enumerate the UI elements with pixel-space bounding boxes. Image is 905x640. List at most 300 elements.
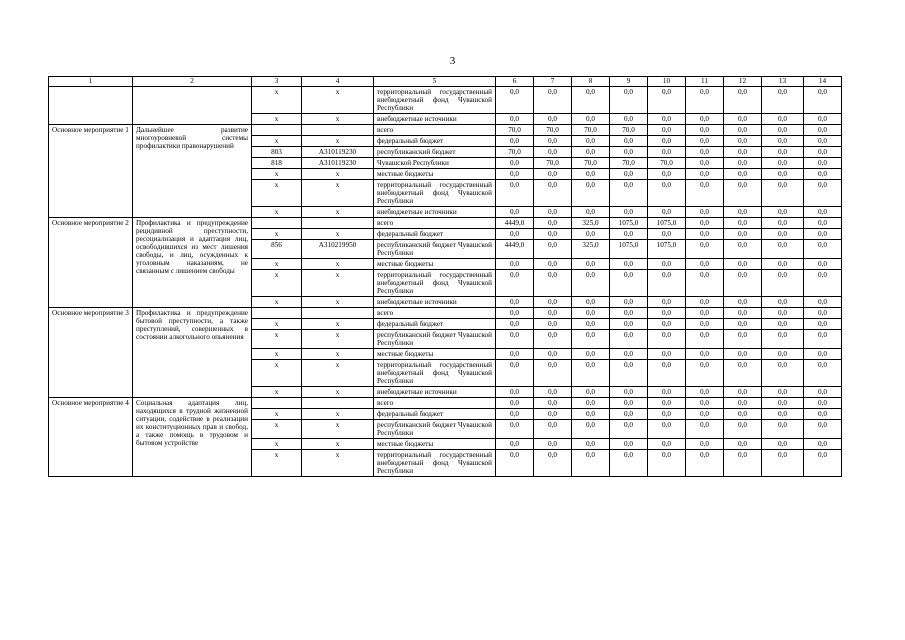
amount-cell: 0,0 bbox=[804, 169, 842, 180]
amount-cell: 0,0 bbox=[686, 218, 724, 229]
amount-cell: 0,0 bbox=[534, 398, 572, 409]
activity-description: Дальнейшее развитие многоуровневой системы профилактики правонарушений bbox=[133, 125, 252, 218]
amount-cell: 0,0 bbox=[724, 218, 762, 229]
amount-cell: 0,0 bbox=[496, 180, 534, 207]
amount-cell: 0,0 bbox=[534, 360, 572, 387]
funding-source: всего bbox=[374, 125, 496, 136]
amount-cell: 0,0 bbox=[534, 259, 572, 270]
amount-cell: 0,0 bbox=[496, 169, 534, 180]
amount-cell: 0,0 bbox=[534, 349, 572, 360]
target-article-code: x bbox=[302, 229, 374, 240]
amount-cell: 0,0 bbox=[804, 349, 842, 360]
funding-source: федеральный бюджет bbox=[374, 136, 496, 147]
amount-cell: 70,0 bbox=[610, 158, 648, 169]
grbs-code: x bbox=[252, 450, 302, 477]
amount-cell: 0,0 bbox=[648, 349, 686, 360]
target-article-code: x bbox=[302, 409, 374, 420]
amount-cell: 0,0 bbox=[686, 229, 724, 240]
target-article-code: А310119230 bbox=[302, 158, 374, 169]
amount-cell: 0,0 bbox=[496, 114, 534, 125]
amount-cell: 0,0 bbox=[496, 270, 534, 297]
funding-source: территориальный государственный внебюджетный фонд Чувашской Республики bbox=[374, 360, 496, 387]
amount-cell: 0,0 bbox=[724, 420, 762, 439]
amount-cell: 0,0 bbox=[610, 297, 648, 308]
amount-cell: 0,0 bbox=[686, 180, 724, 207]
column-header: 6 bbox=[496, 77, 534, 87]
target-article-code: x bbox=[302, 319, 374, 330]
amount-cell: 70,0 bbox=[648, 158, 686, 169]
amount-cell: 0,0 bbox=[762, 136, 804, 147]
target-article-code bbox=[302, 398, 374, 409]
amount-cell: 0,0 bbox=[610, 136, 648, 147]
target-article-code: x bbox=[302, 136, 374, 147]
target-article-code: А310119230 bbox=[302, 147, 374, 158]
grbs-code: x bbox=[252, 270, 302, 297]
funding-source: всего bbox=[374, 308, 496, 319]
amount-cell: 0,0 bbox=[496, 409, 534, 420]
amount-cell: 0,0 bbox=[762, 147, 804, 158]
amount-cell: 0,0 bbox=[496, 439, 534, 450]
amount-cell: 325,0 bbox=[572, 218, 610, 229]
amount-cell: 0,0 bbox=[496, 158, 534, 169]
grbs-code: x bbox=[252, 180, 302, 207]
amount-cell: 0,0 bbox=[686, 125, 724, 136]
target-article-code: x bbox=[302, 180, 374, 207]
target-article-code: x bbox=[302, 270, 374, 297]
amount-cell: 0,0 bbox=[572, 169, 610, 180]
amount-cell: 0,0 bbox=[804, 240, 842, 259]
amount-cell: 0,0 bbox=[496, 330, 534, 349]
amount-cell: 0,0 bbox=[572, 207, 610, 218]
target-article-code: x bbox=[302, 330, 374, 349]
amount-cell: 0,0 bbox=[724, 136, 762, 147]
amount-cell: 0,0 bbox=[610, 349, 648, 360]
amount-cell: 0,0 bbox=[534, 420, 572, 439]
amount-cell: 0,0 bbox=[648, 297, 686, 308]
amount-cell: 0,0 bbox=[648, 270, 686, 297]
amount-cell: 0,0 bbox=[534, 330, 572, 349]
amount-cell: 0,0 bbox=[724, 308, 762, 319]
amount-cell: 0,0 bbox=[804, 125, 842, 136]
amount-cell: 1075,0 bbox=[648, 218, 686, 229]
amount-cell: 0,0 bbox=[762, 330, 804, 349]
amount-cell: 0,0 bbox=[648, 169, 686, 180]
activity-description: Профилактика и предупреждение бытовой преступности, а также преступлений, совершенных в состоянии алкогольного опьянения bbox=[133, 308, 252, 398]
amount-cell: 0,0 bbox=[648, 319, 686, 330]
amount-cell: 0,0 bbox=[534, 409, 572, 420]
grbs-code: x bbox=[252, 169, 302, 180]
amount-cell: 0,0 bbox=[534, 308, 572, 319]
amount-cell: 0,0 bbox=[804, 450, 842, 477]
table-row bbox=[49, 125, 842, 136]
amount-cell: 0,0 bbox=[724, 229, 762, 240]
amount-cell: 1075,0 bbox=[610, 240, 648, 259]
grbs-code: 856 bbox=[252, 240, 302, 259]
grbs-code: 818 bbox=[252, 158, 302, 169]
amount-cell: 4449,0 bbox=[496, 240, 534, 259]
amount-cell: 0,0 bbox=[610, 439, 648, 450]
amount-cell: 0,0 bbox=[534, 439, 572, 450]
amount-cell: 0,0 bbox=[648, 387, 686, 398]
amount-cell: 0,0 bbox=[724, 158, 762, 169]
target-article-code: x bbox=[302, 87, 374, 114]
amount-cell: 0,0 bbox=[804, 319, 842, 330]
activity-description bbox=[133, 87, 252, 125]
amount-cell: 0,0 bbox=[762, 319, 804, 330]
amount-cell: 0,0 bbox=[496, 207, 534, 218]
funding-source: территориальный государственный внебюджетный фонд Чувашской Республики bbox=[374, 180, 496, 207]
amount-cell: 0,0 bbox=[610, 330, 648, 349]
amount-cell: 0,0 bbox=[804, 259, 842, 270]
amount-cell: 0,0 bbox=[804, 270, 842, 297]
amount-cell: 0,0 bbox=[686, 308, 724, 319]
amount-cell: 0,0 bbox=[804, 360, 842, 387]
amount-cell: 0,0 bbox=[762, 360, 804, 387]
amount-cell: 0,0 bbox=[648, 308, 686, 319]
target-article-code: x bbox=[302, 297, 374, 308]
amount-cell: 0,0 bbox=[724, 207, 762, 218]
grbs-code: x bbox=[252, 387, 302, 398]
amount-cell: 0,0 bbox=[572, 308, 610, 319]
table-row bbox=[49, 87, 842, 114]
amount-cell: 0,0 bbox=[610, 420, 648, 439]
amount-cell: 0,0 bbox=[762, 308, 804, 319]
grbs-code bbox=[252, 125, 302, 136]
amount-cell: 0,0 bbox=[804, 297, 842, 308]
amount-cell: 0,0 bbox=[804, 387, 842, 398]
amount-cell: 0,0 bbox=[686, 147, 724, 158]
amount-cell: 0,0 bbox=[686, 387, 724, 398]
amount-cell: 0,0 bbox=[804, 114, 842, 125]
amount-cell: 0,0 bbox=[496, 387, 534, 398]
amount-cell: 0,0 bbox=[648, 147, 686, 158]
grbs-code: x bbox=[252, 319, 302, 330]
amount-cell: 0,0 bbox=[648, 409, 686, 420]
amount-cell: 0,0 bbox=[610, 450, 648, 477]
amount-cell: 0,0 bbox=[572, 270, 610, 297]
target-article-code bbox=[302, 218, 374, 229]
amount-cell: 0,0 bbox=[686, 398, 724, 409]
amount-cell: 0,0 bbox=[804, 147, 842, 158]
amount-cell: 0,0 bbox=[610, 409, 648, 420]
amount-cell: 0,0 bbox=[610, 360, 648, 387]
column-header: 13 bbox=[762, 77, 804, 87]
amount-cell: 0,0 bbox=[762, 240, 804, 259]
amount-cell: 0,0 bbox=[648, 114, 686, 125]
funding-source: местные бюджеты bbox=[374, 169, 496, 180]
target-article-code: x bbox=[302, 259, 374, 270]
grbs-code bbox=[252, 218, 302, 229]
table-row bbox=[49, 308, 842, 319]
amount-cell: 0,0 bbox=[762, 114, 804, 125]
activity-description: Социальная адаптация лиц, находящихся в трудной жизненной ситуации, содействие в реализации их конституционных прав и свобод, а также помощь в трудовом и бытовом устройстве bbox=[133, 398, 252, 477]
amount-cell: 0,0 bbox=[762, 158, 804, 169]
grbs-code: x bbox=[252, 207, 302, 218]
activity-title bbox=[49, 87, 133, 125]
amount-cell: 0,0 bbox=[534, 114, 572, 125]
amount-cell: 0,0 bbox=[762, 259, 804, 270]
amount-cell: 0,0 bbox=[762, 450, 804, 477]
amount-cell: 0,0 bbox=[762, 218, 804, 229]
amount-cell: 0,0 bbox=[534, 218, 572, 229]
funding-source: республиканский бюджет Чувашской Республики bbox=[374, 240, 496, 259]
amount-cell: 0,0 bbox=[534, 87, 572, 114]
amount-cell: 0,0 bbox=[610, 147, 648, 158]
amount-cell: 4449,0 bbox=[496, 218, 534, 229]
amount-cell: 0,0 bbox=[572, 439, 610, 450]
amount-cell: 1075,0 bbox=[648, 240, 686, 259]
amount-cell: 0,0 bbox=[648, 360, 686, 387]
amount-cell: 0,0 bbox=[724, 169, 762, 180]
funding-source: территориальный государственный внебюджетный фонд Чувашской Республики bbox=[374, 450, 496, 477]
amount-cell: 0,0 bbox=[724, 439, 762, 450]
amount-cell: 0,0 bbox=[686, 114, 724, 125]
activity-title: Основное мероприятие 3 bbox=[49, 308, 133, 398]
amount-cell: 0,0 bbox=[534, 319, 572, 330]
amount-cell: 0,0 bbox=[724, 297, 762, 308]
amount-cell: 0,0 bbox=[804, 330, 842, 349]
amount-cell: 0,0 bbox=[762, 398, 804, 409]
funding-source: Чувашской Республики bbox=[374, 158, 496, 169]
amount-cell: 0,0 bbox=[572, 349, 610, 360]
amount-cell: 0,0 bbox=[648, 207, 686, 218]
amount-cell: 0,0 bbox=[610, 319, 648, 330]
amount-cell: 0,0 bbox=[724, 147, 762, 158]
amount-cell: 0,0 bbox=[724, 450, 762, 477]
amount-cell: 0,0 bbox=[724, 114, 762, 125]
target-article-code: x bbox=[302, 450, 374, 477]
amount-cell: 0,0 bbox=[534, 240, 572, 259]
amount-cell: 0,0 bbox=[572, 87, 610, 114]
amount-cell: 0,0 bbox=[572, 114, 610, 125]
target-article-code: x bbox=[302, 114, 374, 125]
amount-cell: 0,0 bbox=[572, 259, 610, 270]
target-article-code: x bbox=[302, 169, 374, 180]
amount-cell: 0,0 bbox=[496, 308, 534, 319]
funding-source: внебюджетные источники bbox=[374, 207, 496, 218]
amount-cell: 0,0 bbox=[686, 319, 724, 330]
amount-cell: 0,0 bbox=[496, 420, 534, 439]
amount-cell: 0,0 bbox=[610, 207, 648, 218]
amount-cell: 0,0 bbox=[648, 398, 686, 409]
column-header: 8 bbox=[572, 77, 610, 87]
column-header: 14 bbox=[804, 77, 842, 87]
grbs-code: x bbox=[252, 330, 302, 349]
amount-cell: 325,0 bbox=[572, 240, 610, 259]
funding-source: федеральный бюджет bbox=[374, 229, 496, 240]
amount-cell: 0,0 bbox=[686, 297, 724, 308]
amount-cell: 0,0 bbox=[572, 319, 610, 330]
amount-cell: 70,0 bbox=[496, 147, 534, 158]
funding-source: республиканский бюджет Чувашской Республики bbox=[374, 330, 496, 349]
amount-cell: 0,0 bbox=[496, 398, 534, 409]
amount-cell: 0,0 bbox=[610, 387, 648, 398]
amount-cell: 0,0 bbox=[686, 270, 724, 297]
amount-cell: 0,0 bbox=[762, 297, 804, 308]
amount-cell: 0,0 bbox=[496, 87, 534, 114]
amount-cell: 0,0 bbox=[686, 409, 724, 420]
amount-cell: 0,0 bbox=[724, 349, 762, 360]
funding-source: местные бюджеты bbox=[374, 439, 496, 450]
column-header: 4 bbox=[302, 77, 374, 87]
target-article-code: x bbox=[302, 439, 374, 450]
amount-cell: 70,0 bbox=[610, 125, 648, 136]
grbs-code bbox=[252, 308, 302, 319]
amount-cell: 0,0 bbox=[686, 87, 724, 114]
activity-title: Основное мероприятие 1 bbox=[49, 125, 133, 218]
amount-cell: 0,0 bbox=[804, 158, 842, 169]
column-header: 11 bbox=[686, 77, 724, 87]
budget-table bbox=[48, 76, 842, 477]
amount-cell: 0,0 bbox=[572, 136, 610, 147]
amount-cell: 70,0 bbox=[572, 125, 610, 136]
amount-cell: 0,0 bbox=[804, 398, 842, 409]
amount-cell: 0,0 bbox=[804, 409, 842, 420]
column-header: 2 bbox=[133, 77, 252, 87]
amount-cell: 0,0 bbox=[648, 439, 686, 450]
amount-cell: 0,0 bbox=[724, 180, 762, 207]
amount-cell: 0,0 bbox=[724, 319, 762, 330]
amount-cell: 0,0 bbox=[496, 319, 534, 330]
amount-cell: 70,0 bbox=[572, 158, 610, 169]
amount-cell: 0,0 bbox=[762, 409, 804, 420]
grbs-code: x bbox=[252, 420, 302, 439]
amount-cell: 0,0 bbox=[534, 450, 572, 477]
amount-cell: 70,0 bbox=[534, 125, 572, 136]
activity-title: Основное мероприятие 2 bbox=[49, 218, 133, 308]
funding-source: территориальный государственный внебюджетный фонд Чувашской Республики bbox=[374, 87, 496, 114]
funding-source: местные бюджеты bbox=[374, 349, 496, 360]
amount-cell: 0,0 bbox=[804, 136, 842, 147]
funding-source: всего bbox=[374, 218, 496, 229]
amount-cell: 0,0 bbox=[724, 387, 762, 398]
amount-cell: 0,0 bbox=[572, 297, 610, 308]
amount-cell: 0,0 bbox=[534, 207, 572, 218]
amount-cell: 0,0 bbox=[610, 229, 648, 240]
funding-source: республиканский бюджет bbox=[374, 147, 496, 158]
amount-cell: 0,0 bbox=[686, 450, 724, 477]
amount-cell: 0,0 bbox=[648, 229, 686, 240]
column-header: 7 bbox=[534, 77, 572, 87]
amount-cell: 0,0 bbox=[572, 398, 610, 409]
amount-cell: 0,0 bbox=[762, 349, 804, 360]
amount-cell: 0,0 bbox=[762, 270, 804, 297]
amount-cell: 0,0 bbox=[762, 87, 804, 114]
amount-cell: 0,0 bbox=[724, 409, 762, 420]
target-article-code: x bbox=[302, 420, 374, 439]
amount-cell: 0,0 bbox=[686, 330, 724, 349]
amount-cell: 0,0 bbox=[724, 125, 762, 136]
amount-cell: 0,0 bbox=[534, 297, 572, 308]
amount-cell: 0,0 bbox=[686, 158, 724, 169]
header-row bbox=[49, 77, 842, 87]
target-article-code bbox=[302, 308, 374, 319]
amount-cell: 0,0 bbox=[610, 180, 648, 207]
amount-cell: 0,0 bbox=[572, 450, 610, 477]
column-header: 10 bbox=[648, 77, 686, 87]
grbs-code: x bbox=[252, 259, 302, 270]
amount-cell: 0,0 bbox=[724, 360, 762, 387]
page-number: 3 bbox=[449, 55, 456, 67]
table-row bbox=[49, 218, 842, 229]
amount-cell: 0,0 bbox=[762, 125, 804, 136]
funding-source: внебюджетные источники bbox=[374, 297, 496, 308]
amount-cell: 0,0 bbox=[686, 420, 724, 439]
amount-cell: 0,0 bbox=[762, 169, 804, 180]
amount-cell: 0,0 bbox=[686, 207, 724, 218]
amount-cell: 0,0 bbox=[534, 270, 572, 297]
amount-cell: 0,0 bbox=[648, 420, 686, 439]
amount-cell: 0,0 bbox=[496, 229, 534, 240]
amount-cell: 0,0 bbox=[686, 136, 724, 147]
amount-cell: 0,0 bbox=[762, 229, 804, 240]
grbs-code: x bbox=[252, 229, 302, 240]
amount-cell: 0,0 bbox=[496, 297, 534, 308]
column-header: 5 bbox=[374, 77, 496, 87]
amount-cell: 0,0 bbox=[534, 180, 572, 207]
target-article-code: x bbox=[302, 387, 374, 398]
amount-cell: 0,0 bbox=[686, 439, 724, 450]
amount-cell: 0,0 bbox=[724, 87, 762, 114]
column-header: 9 bbox=[610, 77, 648, 87]
funding-source: территориальный государственный внебюджетный фонд Чувашской Республики bbox=[374, 270, 496, 297]
amount-cell: 0,0 bbox=[610, 114, 648, 125]
grbs-code bbox=[252, 398, 302, 409]
amount-cell: 0,0 bbox=[496, 360, 534, 387]
amount-cell: 0,0 bbox=[762, 439, 804, 450]
amount-cell: 0,0 bbox=[496, 450, 534, 477]
amount-cell: 0,0 bbox=[804, 439, 842, 450]
funding-source: внебюджетные источники bbox=[374, 387, 496, 398]
amount-cell: 0,0 bbox=[686, 349, 724, 360]
amount-cell: 0,0 bbox=[572, 229, 610, 240]
target-article-code: x bbox=[302, 349, 374, 360]
amount-cell: 0,0 bbox=[724, 398, 762, 409]
amount-cell: 70,0 bbox=[496, 125, 534, 136]
funding-source: республиканский бюджет Чувашской Республики bbox=[374, 420, 496, 439]
amount-cell: 0,0 bbox=[724, 240, 762, 259]
grbs-code: x bbox=[252, 87, 302, 114]
amount-cell: 0,0 bbox=[804, 87, 842, 114]
activity-title: Основное мероприятие 4 bbox=[49, 398, 133, 477]
target-article-code: x bbox=[302, 360, 374, 387]
table-row bbox=[49, 398, 842, 409]
activity-description: Профилактика и предупреждение рецидивной преступности, ресоциализация и адаптация лиц, освободившихся из мест лишения свободы, и лиц, осужденных к уголовным наказаниям, не связанным с лишением свободы bbox=[133, 218, 252, 308]
amount-cell: 0,0 bbox=[804, 207, 842, 218]
amount-cell: 0,0 bbox=[762, 207, 804, 218]
target-article-code bbox=[302, 125, 374, 136]
amount-cell: 0,0 bbox=[686, 259, 724, 270]
amount-cell: 0,0 bbox=[572, 387, 610, 398]
amount-cell: 0,0 bbox=[648, 87, 686, 114]
funding-source: федеральный бюджет bbox=[374, 409, 496, 420]
column-header: 1 bbox=[49, 77, 133, 87]
amount-cell: 0,0 bbox=[572, 360, 610, 387]
grbs-code: x bbox=[252, 409, 302, 420]
amount-cell: 0,0 bbox=[572, 180, 610, 207]
amount-cell: 0,0 bbox=[572, 330, 610, 349]
amount-cell: 0,0 bbox=[610, 259, 648, 270]
grbs-code: x bbox=[252, 360, 302, 387]
amount-cell: 0,0 bbox=[686, 240, 724, 259]
funding-source: всего bbox=[374, 398, 496, 409]
amount-cell: 0,0 bbox=[534, 147, 572, 158]
amount-cell: 0,0 bbox=[572, 409, 610, 420]
amount-cell: 0,0 bbox=[804, 420, 842, 439]
column-header: 3 bbox=[252, 77, 302, 87]
amount-cell: 0,0 bbox=[534, 136, 572, 147]
amount-cell: 1075,0 bbox=[610, 218, 648, 229]
